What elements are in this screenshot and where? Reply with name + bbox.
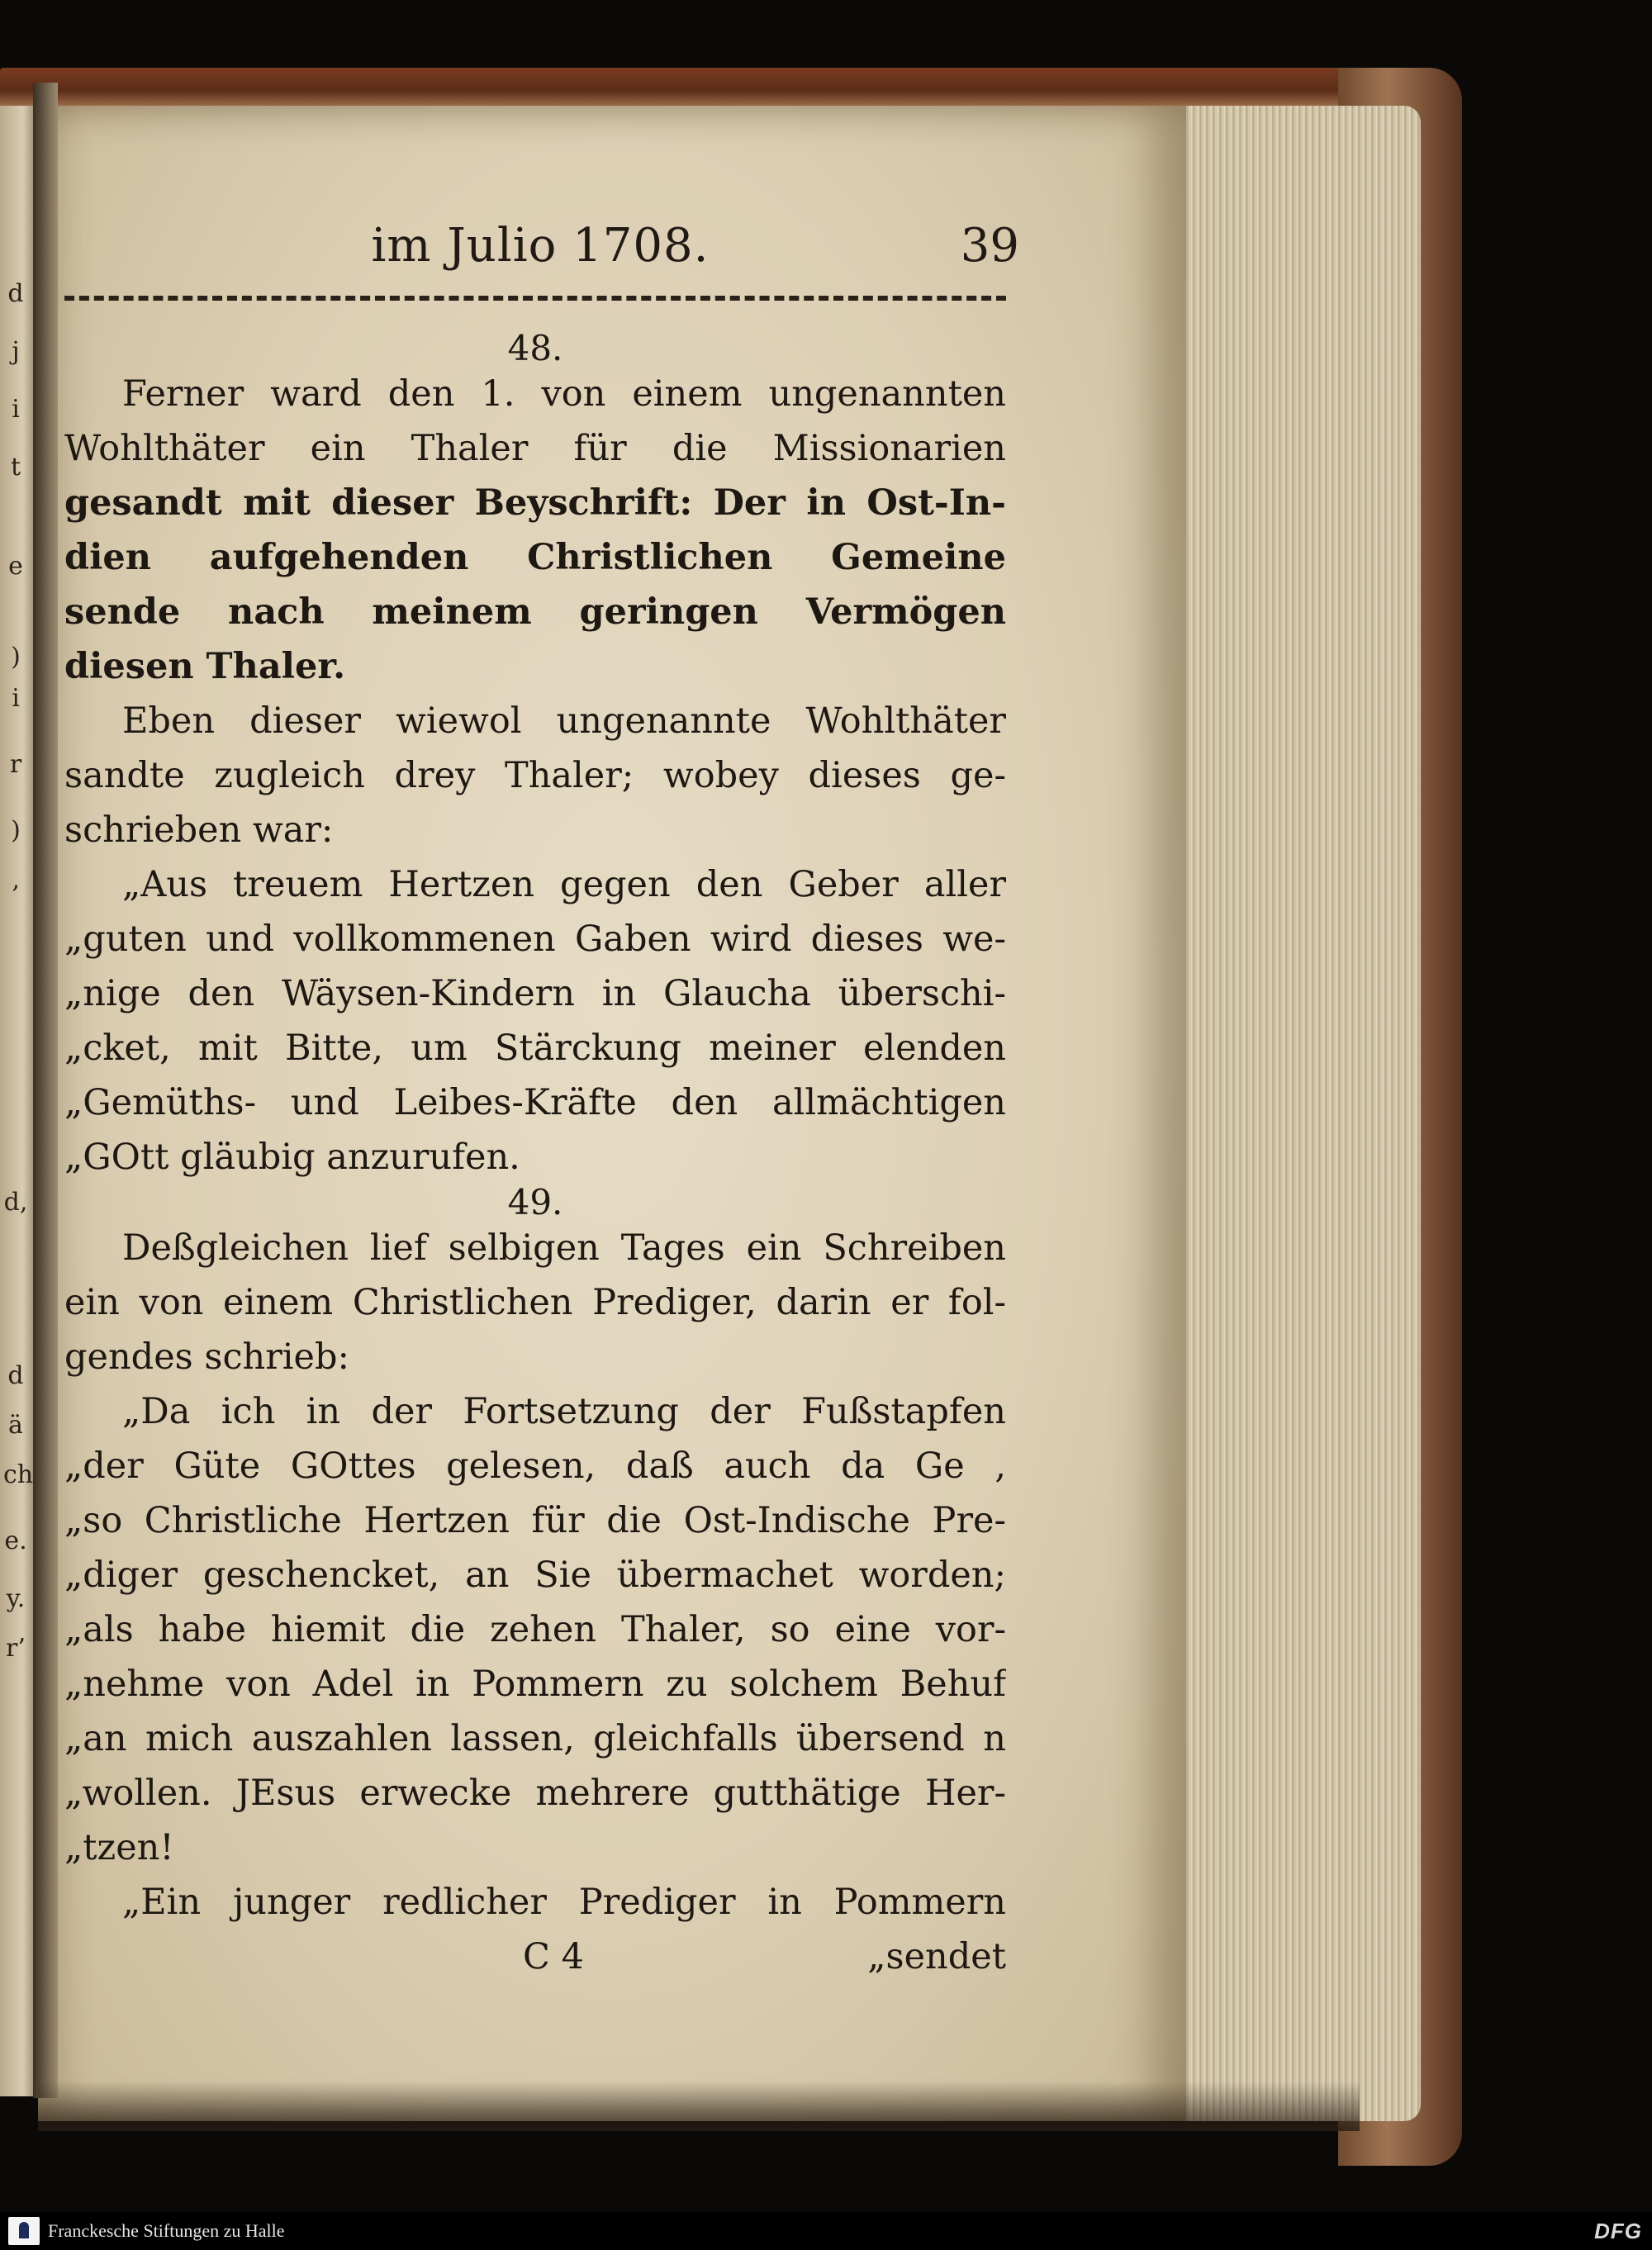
text-line: „so Christliche Hertzen für die Ost-Indische Pre- [64, 1500, 1006, 1541]
facing-page-fragment: ) [11, 816, 21, 845]
section-number: 48. [507, 328, 563, 368]
facing-page-fragment: i [12, 684, 20, 713]
text-line: sende nach meinem geringen Vermögen [64, 591, 1006, 633]
text-line: „der Güte GOttes gelesen, daß auch da Ge , [64, 1445, 1006, 1487]
text-line: diesen Thaler. [64, 646, 346, 687]
text-line: „Da ich in der Fortsetzung der Fußstapfen [122, 1391, 1006, 1432]
viewer-footer-bar [0, 2212, 1652, 2250]
catchword: „sendet [867, 1936, 1006, 1977]
facing-page-fragment: j [12, 337, 20, 366]
page-header [61, 219, 1019, 277]
text-line: „nehme von Adel in Pommern zu solchem Behuf [64, 1664, 1006, 1705]
institution-logo-icon[interactable] [8, 2217, 40, 2245]
facing-page-fragment: t [10, 453, 21, 482]
text-line: Eben dieser wiewol ungenannte Wohlthäter [122, 700, 1006, 742]
text-line: sandte zugleich drey Thaler; wobey dieses ge- [64, 755, 1006, 796]
signature-mark: C 4 [523, 1936, 584, 1977]
page-foot [64, 1930, 1006, 1984]
text-line: „guten und vollkommenen Gaben wird dieses we- [64, 919, 1006, 960]
text-line: „tzen! [64, 1827, 174, 1868]
page-edges [1156, 106, 1421, 2121]
text-line: ein von einem Christlichen Prediger, darin er fol- [64, 1282, 1006, 1323]
facing-page-fragment: i [12, 395, 20, 424]
gutter-shadow [33, 83, 58, 2098]
facing-page-text-fragments [0, 106, 33, 2088]
page-text [64, 330, 1006, 1984]
text-line: „nige den Wäysen-Kindern in Glaucha überschi- [64, 973, 1006, 1014]
text-line: Deßgleichen lief selbigen Tages ein Schreiben [122, 1227, 1006, 1269]
text-line: „wollen. JEsus erwecke mehrere gutthätige Her- [64, 1773, 1006, 1814]
dfg-logo[interactable]: DFG [1594, 2219, 1642, 2243]
facing-page-fragment: ch [3, 1460, 34, 1489]
facing-page-fragment: d [7, 1361, 24, 1390]
institution-name: Franckesche Stiftungen zu Halle [48, 2220, 285, 2241]
text-line: schrieben war: [64, 809, 334, 851]
text-line: „an mich auszahlen lassen, gleichfalls übersend n [64, 1718, 1006, 1759]
text-line: „diger geschencket, an Sie übermachet worden; [64, 1555, 1006, 1596]
header-rule [64, 296, 1006, 301]
facing-page-fragment: d, [3, 1188, 28, 1217]
text-line: „Gemüths- und Leibes-Kräfte den allmächtigen [64, 1082, 1006, 1123]
text-line: dien aufgehenden Christlichen Gemeine [64, 537, 1006, 578]
page-number: 39 [960, 219, 1019, 273]
facing-page-fragment: e. [4, 1526, 27, 1555]
book-cover-top [0, 68, 1454, 106]
page-bottom-shadow [38, 2081, 1360, 2131]
text-line: „Ein junger redlicher Prediger in Pommern [122, 1882, 1006, 1923]
facing-page-fragment: d [7, 279, 24, 308]
facing-page-fragment: y. [6, 1584, 26, 1613]
text-line: gesandt mit dieser Beyschrift: Der in Ost-In- [64, 482, 1006, 524]
facing-page-fragment: e [8, 552, 23, 581]
text-line: Wohlthäter ein Thaler für die Missionarien [64, 428, 1006, 469]
text-line: Ferner ward den 1. von einem ungenannten [122, 373, 1006, 415]
facing-page-fragment: ) [11, 643, 21, 672]
section-number: 49. [507, 1182, 563, 1222]
text-line: „cket, mit Bitte, um Stärckung meiner elenden [64, 1028, 1006, 1069]
text-line: „GOtt gläubig anzurufen. [64, 1137, 520, 1178]
facing-page-fragment: r’ [6, 1634, 26, 1663]
running-head: im Julio 1708. [371, 219, 710, 273]
text-line: „Aus treuem Hertzen gegen den Geber aller [122, 864, 1006, 905]
facing-page-fragment: ä [8, 1411, 23, 1440]
text-line: gendes schrieb: [64, 1336, 349, 1378]
facing-page-fragment: r [9, 750, 22, 779]
text-line: „als habe hiemit die zehen Thaler, so eine vor- [64, 1609, 1006, 1650]
facing-page-fragment: ‚ [12, 866, 20, 895]
